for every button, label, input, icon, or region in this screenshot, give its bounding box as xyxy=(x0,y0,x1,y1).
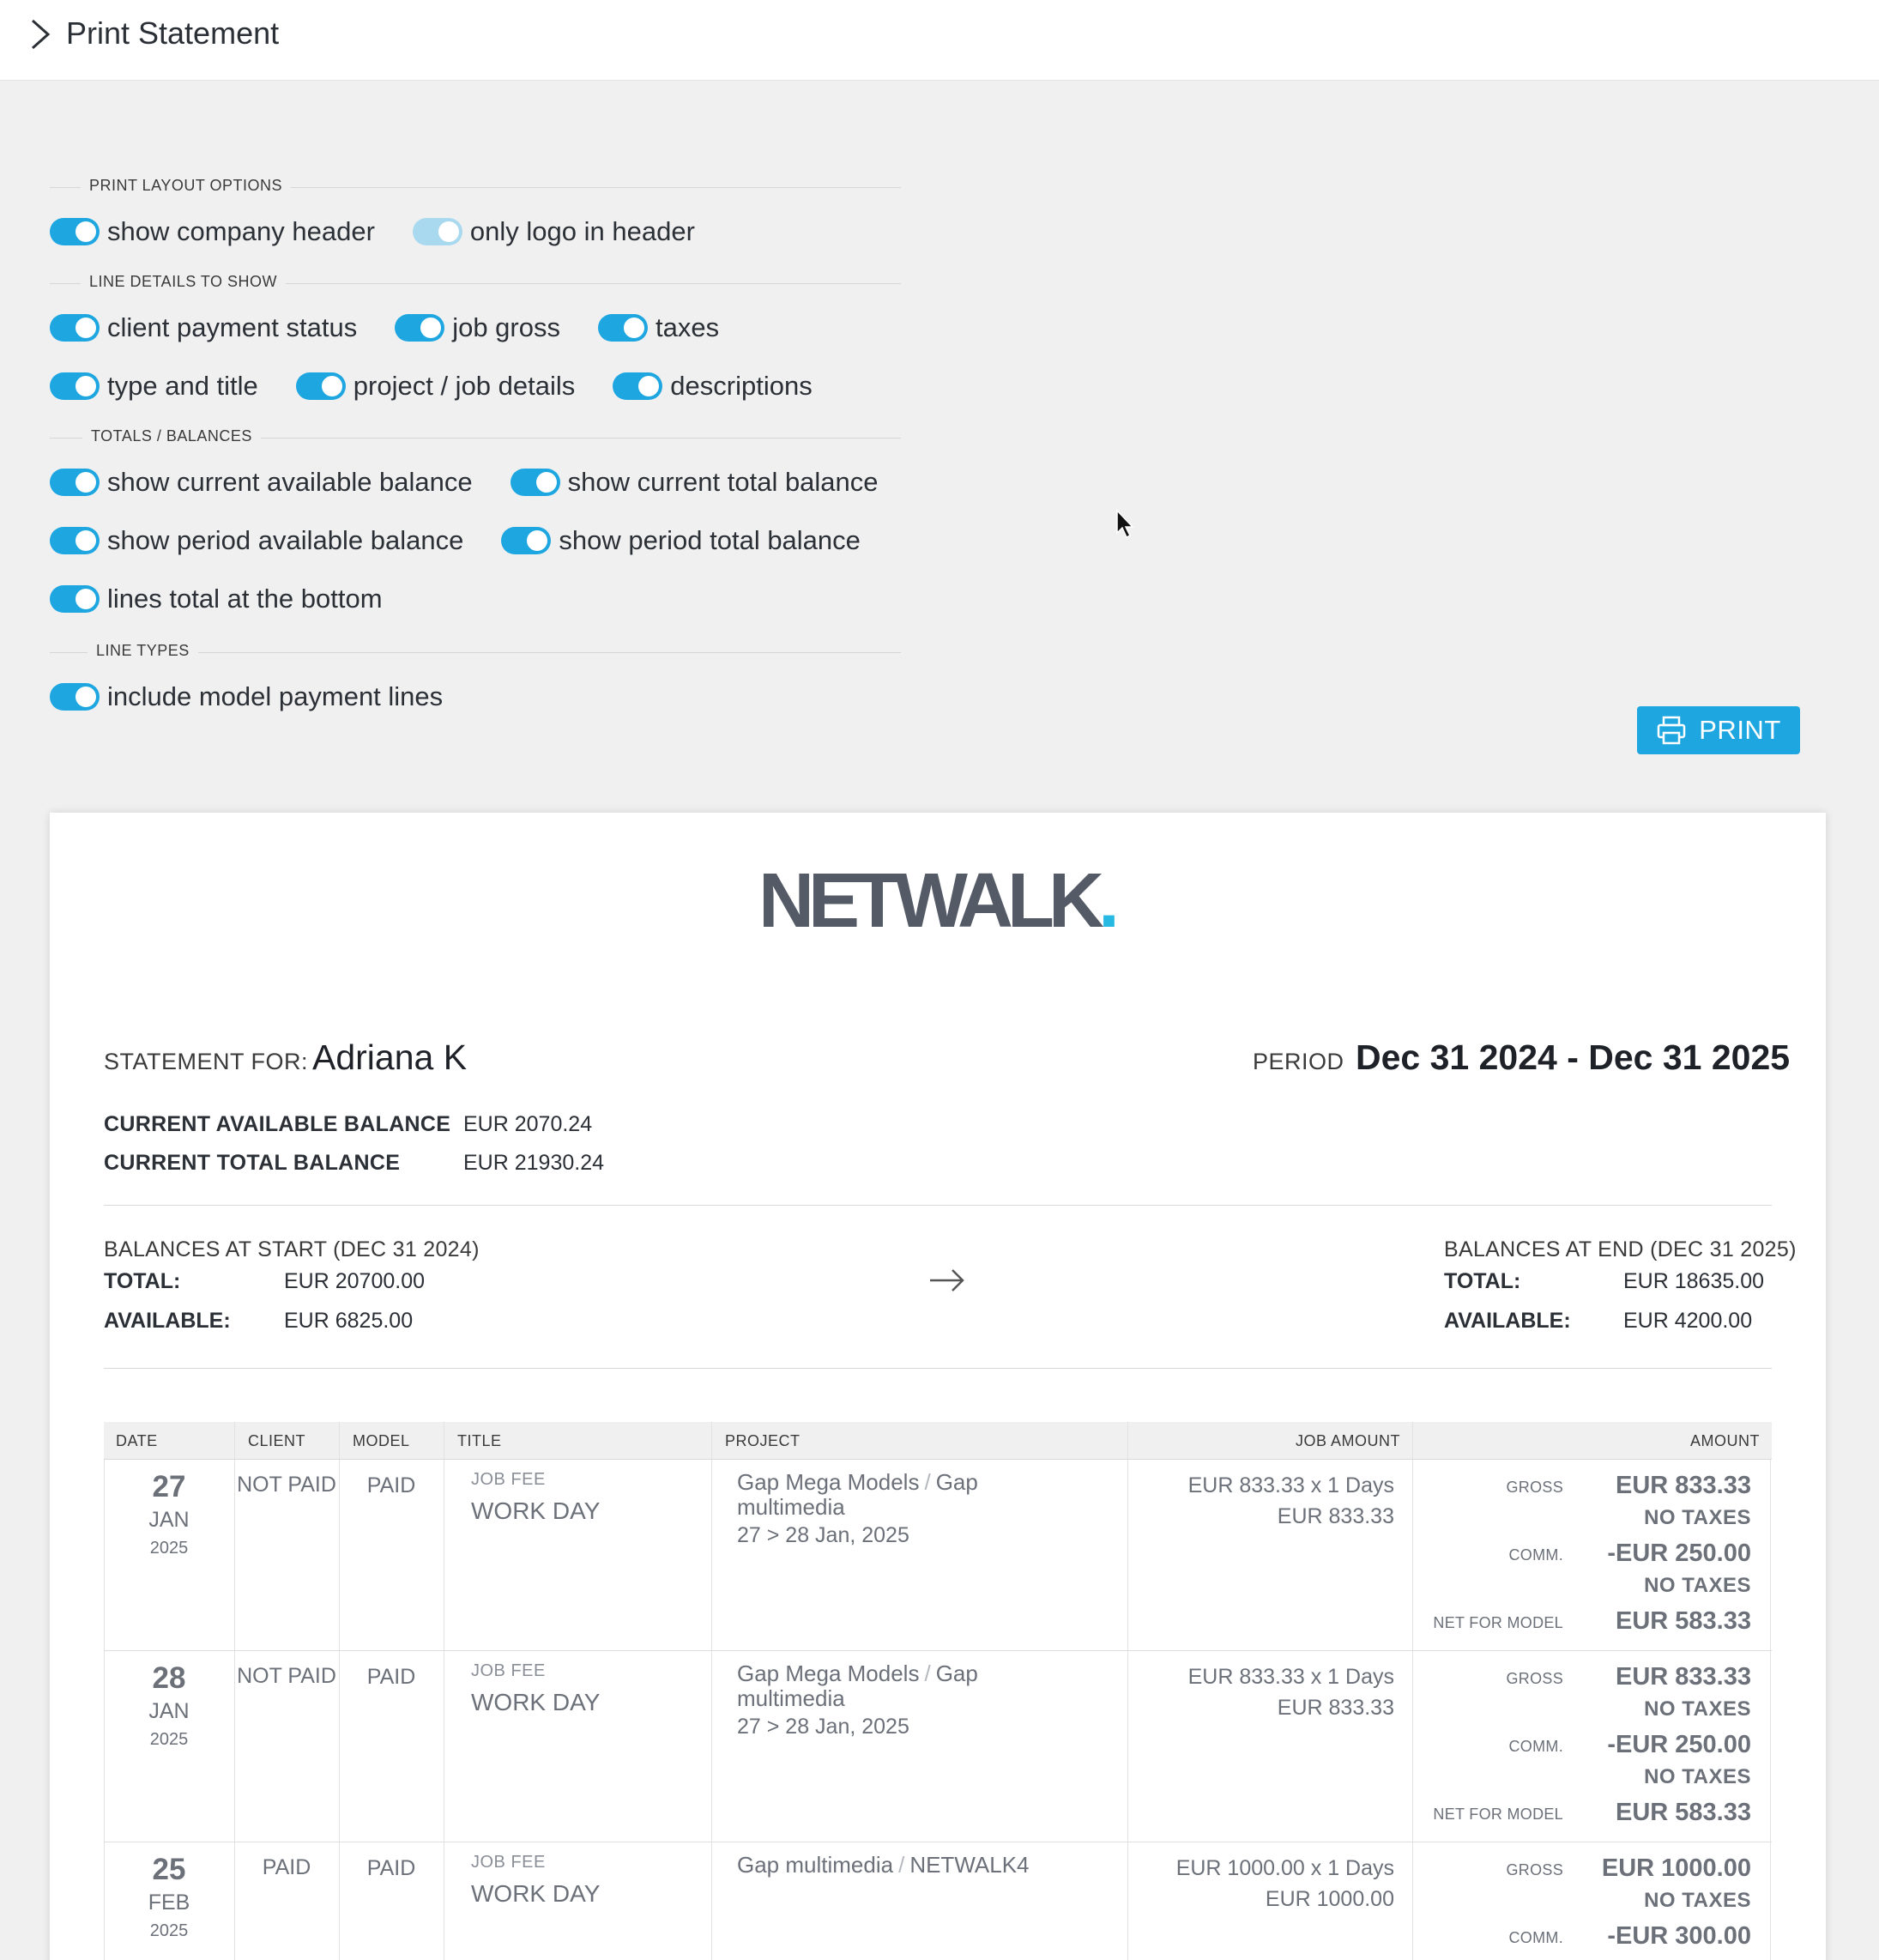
row-client-status: NOT PAID xyxy=(237,1473,336,1497)
toggle-label: client payment status xyxy=(107,312,358,342)
row-month: FEB xyxy=(148,1890,190,1915)
row-model-status: PAID xyxy=(366,1665,416,1689)
toggle-switch[interactable] xyxy=(50,218,100,245)
comm-tax: NO TAXES xyxy=(1644,1765,1751,1788)
toggle-label: show current total balance xyxy=(567,467,879,497)
toggle-label: only logo in header xyxy=(469,216,695,246)
row-type: JOB FEE xyxy=(471,1853,546,1872)
print-button-label: PRINT xyxy=(1699,715,1781,745)
table-header xyxy=(104,1422,1772,1460)
section-label: PRINT LAYOUT OPTIONS xyxy=(81,177,291,195)
balances-start-heading: BALANCES AT START (DEC 31 2024) xyxy=(104,1237,480,1261)
table-row xyxy=(104,1842,1772,1960)
toggle-show-period-available-balance[interactable] xyxy=(50,525,463,556)
toggle-label: taxes xyxy=(656,312,720,342)
print-options-panel xyxy=(50,172,901,726)
col-client: CLIENT xyxy=(248,1432,306,1449)
col-date: DATE xyxy=(116,1432,158,1449)
toggle-switch[interactable] xyxy=(50,585,100,613)
row-title: WORK DAY xyxy=(471,1497,601,1524)
comm-tax: NO TAXES xyxy=(1644,1574,1751,1597)
row-year: 2025 xyxy=(149,1539,189,1558)
row-job-total: EUR 833.33 xyxy=(1277,1696,1394,1720)
row-project: Gap Mega Models / Gap multimedia xyxy=(737,1469,978,1520)
row-title: WORK DAY xyxy=(471,1880,601,1907)
start-total-value: EUR 20700.00 xyxy=(284,1269,426,1293)
printer-icon xyxy=(1656,715,1687,746)
toggle-switch[interactable] xyxy=(50,372,100,400)
toggle-label: lines total at the bottom xyxy=(107,584,383,614)
end-total-label: TOTAL: xyxy=(1444,1269,1521,1293)
print-button[interactable] xyxy=(1637,706,1800,754)
toggle-switch[interactable] xyxy=(413,218,462,245)
toggle-lines-total-at-bottom[interactable] xyxy=(50,584,383,614)
row-type: JOB FEE xyxy=(471,1470,546,1489)
toggle-switch[interactable] xyxy=(50,314,100,342)
toggle-label: type and title xyxy=(107,371,258,401)
gross-value: EUR 833.33 xyxy=(1616,1472,1751,1499)
toggle-type-and-title[interactable] xyxy=(50,371,258,402)
comm-label: COMM. xyxy=(1508,1929,1563,1946)
current-total-balance-label: CURRENT TOTAL BALANCE xyxy=(104,1151,401,1175)
toggle-show-company-header[interactable] xyxy=(50,216,375,247)
period-label: PERIOD xyxy=(1253,1049,1344,1074)
divider xyxy=(104,1205,1772,1206)
toggle-switch[interactable] xyxy=(395,314,444,342)
gross-label: GROSS xyxy=(1506,1670,1563,1687)
gross-label: GROSS xyxy=(1506,1479,1563,1496)
row-job-total: EUR 833.33 xyxy=(1277,1504,1394,1528)
section-line-types xyxy=(50,637,901,668)
statement-for-name: Adriana K xyxy=(312,1037,468,1077)
row-dates: 27 > 28 Jan, 2025 xyxy=(737,1523,909,1547)
net-value: EUR 583.33 xyxy=(1616,1607,1751,1635)
net-value: EUR 583.33 xyxy=(1616,1799,1751,1826)
row-model-status: PAID xyxy=(366,1473,416,1497)
gross-value: EUR 833.33 xyxy=(1616,1663,1751,1691)
row-year: 2025 xyxy=(149,1921,189,1940)
col-title: TITLE xyxy=(457,1432,502,1449)
section-label: LINE DETAILS TO SHOW xyxy=(81,273,286,291)
section-line-details xyxy=(50,268,901,299)
toggle-switch[interactable] xyxy=(296,372,346,400)
current-total-balance-value: EUR 21930.24 xyxy=(463,1151,605,1175)
company-logo: NETWALK . xyxy=(758,857,1120,944)
toggle-label: show current available balance xyxy=(107,467,473,497)
divider xyxy=(104,1368,1772,1369)
end-available-label: AVAILABLE: xyxy=(1444,1309,1571,1333)
toggle-label: include model payment lines xyxy=(107,681,444,711)
net-label: NET FOR MODEL xyxy=(1433,1806,1563,1823)
col-job-amount: JOB AMOUNT xyxy=(1295,1432,1400,1449)
toggle-taxes[interactable] xyxy=(598,312,719,343)
end-total-value: EUR 18635.00 xyxy=(1623,1269,1765,1293)
row-year: 2025 xyxy=(149,1730,189,1749)
net-label: NET FOR MODEL xyxy=(1433,1614,1563,1631)
row-dates: 27 > 28 Jan, 2025 xyxy=(737,1715,909,1739)
row-job-rate: EUR 833.33 x 1 Days xyxy=(1187,1665,1394,1689)
toggle-label: project / job details xyxy=(353,371,576,401)
toggle-switch[interactable] xyxy=(50,683,100,711)
row-client-status: PAID xyxy=(262,1855,311,1879)
section-label: LINE TYPES xyxy=(88,642,198,660)
row-day: 27 xyxy=(152,1470,186,1503)
row-job-rate: EUR 833.33 x 1 Days xyxy=(1187,1473,1394,1497)
toggle-switch[interactable] xyxy=(598,314,648,342)
chevron-right-icon[interactable] xyxy=(27,17,53,51)
toggle-switch[interactable] xyxy=(501,527,551,554)
statement-lines-table xyxy=(104,1422,1772,1960)
col-model: MODEL xyxy=(353,1432,410,1449)
comm-value: -EUR 300.00 xyxy=(1607,1922,1751,1950)
gross-label: GROSS xyxy=(1506,1861,1563,1878)
section-totals-balances xyxy=(50,422,901,453)
row-day: 25 xyxy=(152,1853,186,1886)
toggle-label: job gross xyxy=(452,312,560,342)
row-type: JOB FEE xyxy=(471,1661,546,1680)
toggle-label: descriptions xyxy=(670,371,813,401)
mouse-cursor-icon xyxy=(1115,509,1136,540)
end-available-value: EUR 4200.00 xyxy=(1623,1309,1753,1333)
toggle-show-current-total-balance[interactable] xyxy=(511,467,879,498)
col-project: PROJECT xyxy=(725,1432,801,1449)
comm-label: COMM. xyxy=(1508,1738,1563,1755)
balances-end-heading: BALANCES AT END (DEC 31 2025) xyxy=(1444,1237,1797,1261)
toggle-switch[interactable] xyxy=(613,372,662,400)
top-bar xyxy=(0,0,1879,81)
toggle-descriptions[interactable] xyxy=(613,371,812,402)
table-row xyxy=(104,1460,1772,1651)
gross-value: EUR 1000.00 xyxy=(1601,1854,1751,1882)
section-label: TOTALS / BALANCES xyxy=(82,427,261,445)
gross-tax: NO TAXES xyxy=(1644,1697,1751,1721)
row-project: Gap Mega Models / Gap multimedia xyxy=(737,1661,978,1711)
toggle-job-gross[interactable] xyxy=(395,312,560,343)
col-amount: AMOUNT xyxy=(1690,1432,1760,1449)
row-day: 28 xyxy=(152,1661,186,1695)
toggle-label: show period available balance xyxy=(107,525,464,555)
arrow-right-icon xyxy=(928,1267,966,1293)
start-total-label: TOTAL: xyxy=(104,1269,181,1293)
start-available-value: EUR 6825.00 xyxy=(284,1309,414,1333)
toggle-switch[interactable] xyxy=(50,527,100,554)
row-month: JAN xyxy=(148,1508,190,1532)
page-title: Print Statement xyxy=(66,15,280,51)
start-available-label: AVAILABLE: xyxy=(104,1309,231,1333)
gross-tax: NO TAXES xyxy=(1644,1506,1751,1529)
comm-label: COMM. xyxy=(1508,1546,1563,1564)
toggle-client-payment-status[interactable] xyxy=(50,312,357,343)
toggle-switch[interactable] xyxy=(511,469,560,496)
row-job-rate: EUR 1000.00 x 1 Days xyxy=(1175,1856,1394,1880)
toggle-label: show period total balance xyxy=(559,525,861,555)
gross-tax: NO TAXES xyxy=(1644,1889,1751,1912)
current-available-balance-label: CURRENT AVAILABLE BALANCE xyxy=(104,1112,451,1136)
comm-value: -EUR 250.00 xyxy=(1607,1731,1751,1758)
row-model-status: PAID xyxy=(366,1856,416,1880)
row-job-total: EUR 1000.00 xyxy=(1265,1887,1394,1911)
period-value: Dec 31 2024 - Dec 31 2025 xyxy=(1356,1037,1791,1077)
comm-value: -EUR 250.00 xyxy=(1607,1540,1751,1567)
table-row xyxy=(104,1651,1772,1842)
toggle-project-job-details[interactable] xyxy=(296,371,575,402)
toggle-switch[interactable] xyxy=(50,469,100,496)
statement-preview xyxy=(50,813,1826,1960)
toggle-label: show company header xyxy=(107,216,375,246)
row-title: WORK DAY xyxy=(471,1689,601,1715)
toggle-show-current-available-balance[interactable] xyxy=(50,467,473,498)
toggle-show-period-total-balance[interactable] xyxy=(501,525,861,556)
row-month: JAN xyxy=(148,1699,190,1723)
section-print-layout-options xyxy=(50,172,901,203)
current-available-balance-value: EUR 2070.24 xyxy=(463,1112,593,1136)
row-client-status: NOT PAID xyxy=(237,1664,336,1688)
toggle-only-logo-in-header[interactable] xyxy=(413,216,695,247)
row-project: Gap multimedia / NETWALK4 xyxy=(737,1852,1030,1878)
statement-for-label: STATEMENT FOR: xyxy=(104,1049,309,1074)
toggle-include-model-payment-lines[interactable] xyxy=(50,681,443,712)
